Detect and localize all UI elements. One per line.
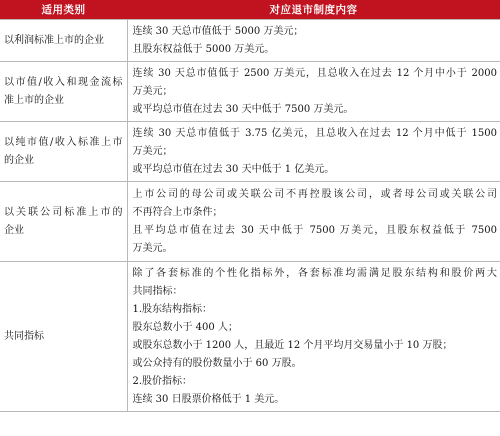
rule-text: 上市公司的母公司或关联公司不再控股该公司，或者母公司或关联公司 xyxy=(132,188,497,200)
table-header-row xyxy=(0,0,500,20)
rule-cell xyxy=(127,182,500,262)
rule-text: 股东总数小于 400 人； xyxy=(132,321,238,333)
rule-text: 或股东总数小于 1200 人，且最近 12 个月平均月交易量小于 10 万股； xyxy=(132,339,453,351)
table-row xyxy=(0,262,500,412)
category-text: 共同指标 xyxy=(4,330,44,342)
rule-text: 万美元。 xyxy=(132,242,173,254)
rule-cell xyxy=(127,122,500,182)
rule-text: 万美元； xyxy=(132,145,173,157)
category-cell xyxy=(0,122,127,182)
rule-cell xyxy=(127,62,500,122)
rule-text: 除了各套标准的个性化指标外，各套标准均需满足股东结构和股价两大 xyxy=(132,267,497,279)
category-text: 以纯市值/收入标准上市 xyxy=(4,136,123,148)
rule-text: 或公众持有的股份数量小于 60 万股。 xyxy=(132,357,302,369)
rule-text: 连续 30 天总市值低于 3.75 亿美元，且总收入在过去 12 个月中低于 1500 xyxy=(132,127,497,139)
rule-text: 万美元； xyxy=(132,85,173,97)
rule-text: 连续 30 天总市值低于 2500 万美元，且总收入在过去 12 个月中小于 2000 xyxy=(132,67,497,79)
rule-text: 且股东权益低于 5000 万美元。 xyxy=(132,43,275,55)
header-category: 适用类别 xyxy=(0,0,127,20)
category-text: 以关联公司标准上市的 xyxy=(4,206,123,218)
category-text: 的企业 xyxy=(4,154,34,166)
rule-text: 2.股价指标： xyxy=(132,375,193,387)
table-row xyxy=(0,62,500,122)
table-row xyxy=(0,182,500,262)
category-text: 准上市的企业 xyxy=(4,94,64,106)
rule-text: 或平均总市值在过去 30 天中低于 7500 万美元。 xyxy=(132,103,354,115)
table-row xyxy=(0,122,500,182)
rule-text: 连续 30 天总市值低于 5000 万美元； xyxy=(132,25,304,37)
table-row xyxy=(0,20,500,62)
rule-text: 或平均总市值在过去 30 天中低于 1 亿美元。 xyxy=(132,163,335,175)
category-text: 以市值/收入和现金流标 xyxy=(4,76,123,88)
category-cell xyxy=(0,262,127,412)
rule-cell xyxy=(127,262,500,412)
category-cell xyxy=(0,62,127,122)
rule-text: 且平均总市值在过去 30 天中低于 7500 万美元，且股东权益低于 7500 xyxy=(132,224,497,236)
rule-text: 1.股东结构指标： xyxy=(132,303,213,315)
category-text: 以利润标准上市的企业 xyxy=(4,34,104,46)
category-text: 企业 xyxy=(4,224,24,236)
rule-text: 不再符合上市条件； xyxy=(132,206,223,218)
rule-text: 共同指标： xyxy=(132,285,183,297)
category-cell xyxy=(0,20,127,62)
header-rule-content: 对应退市制度内容 xyxy=(127,0,500,20)
rule-cell xyxy=(127,20,500,62)
category-cell xyxy=(0,182,127,262)
rule-text: 连续 30 日股票价格低于 1 美元。 xyxy=(132,393,285,405)
